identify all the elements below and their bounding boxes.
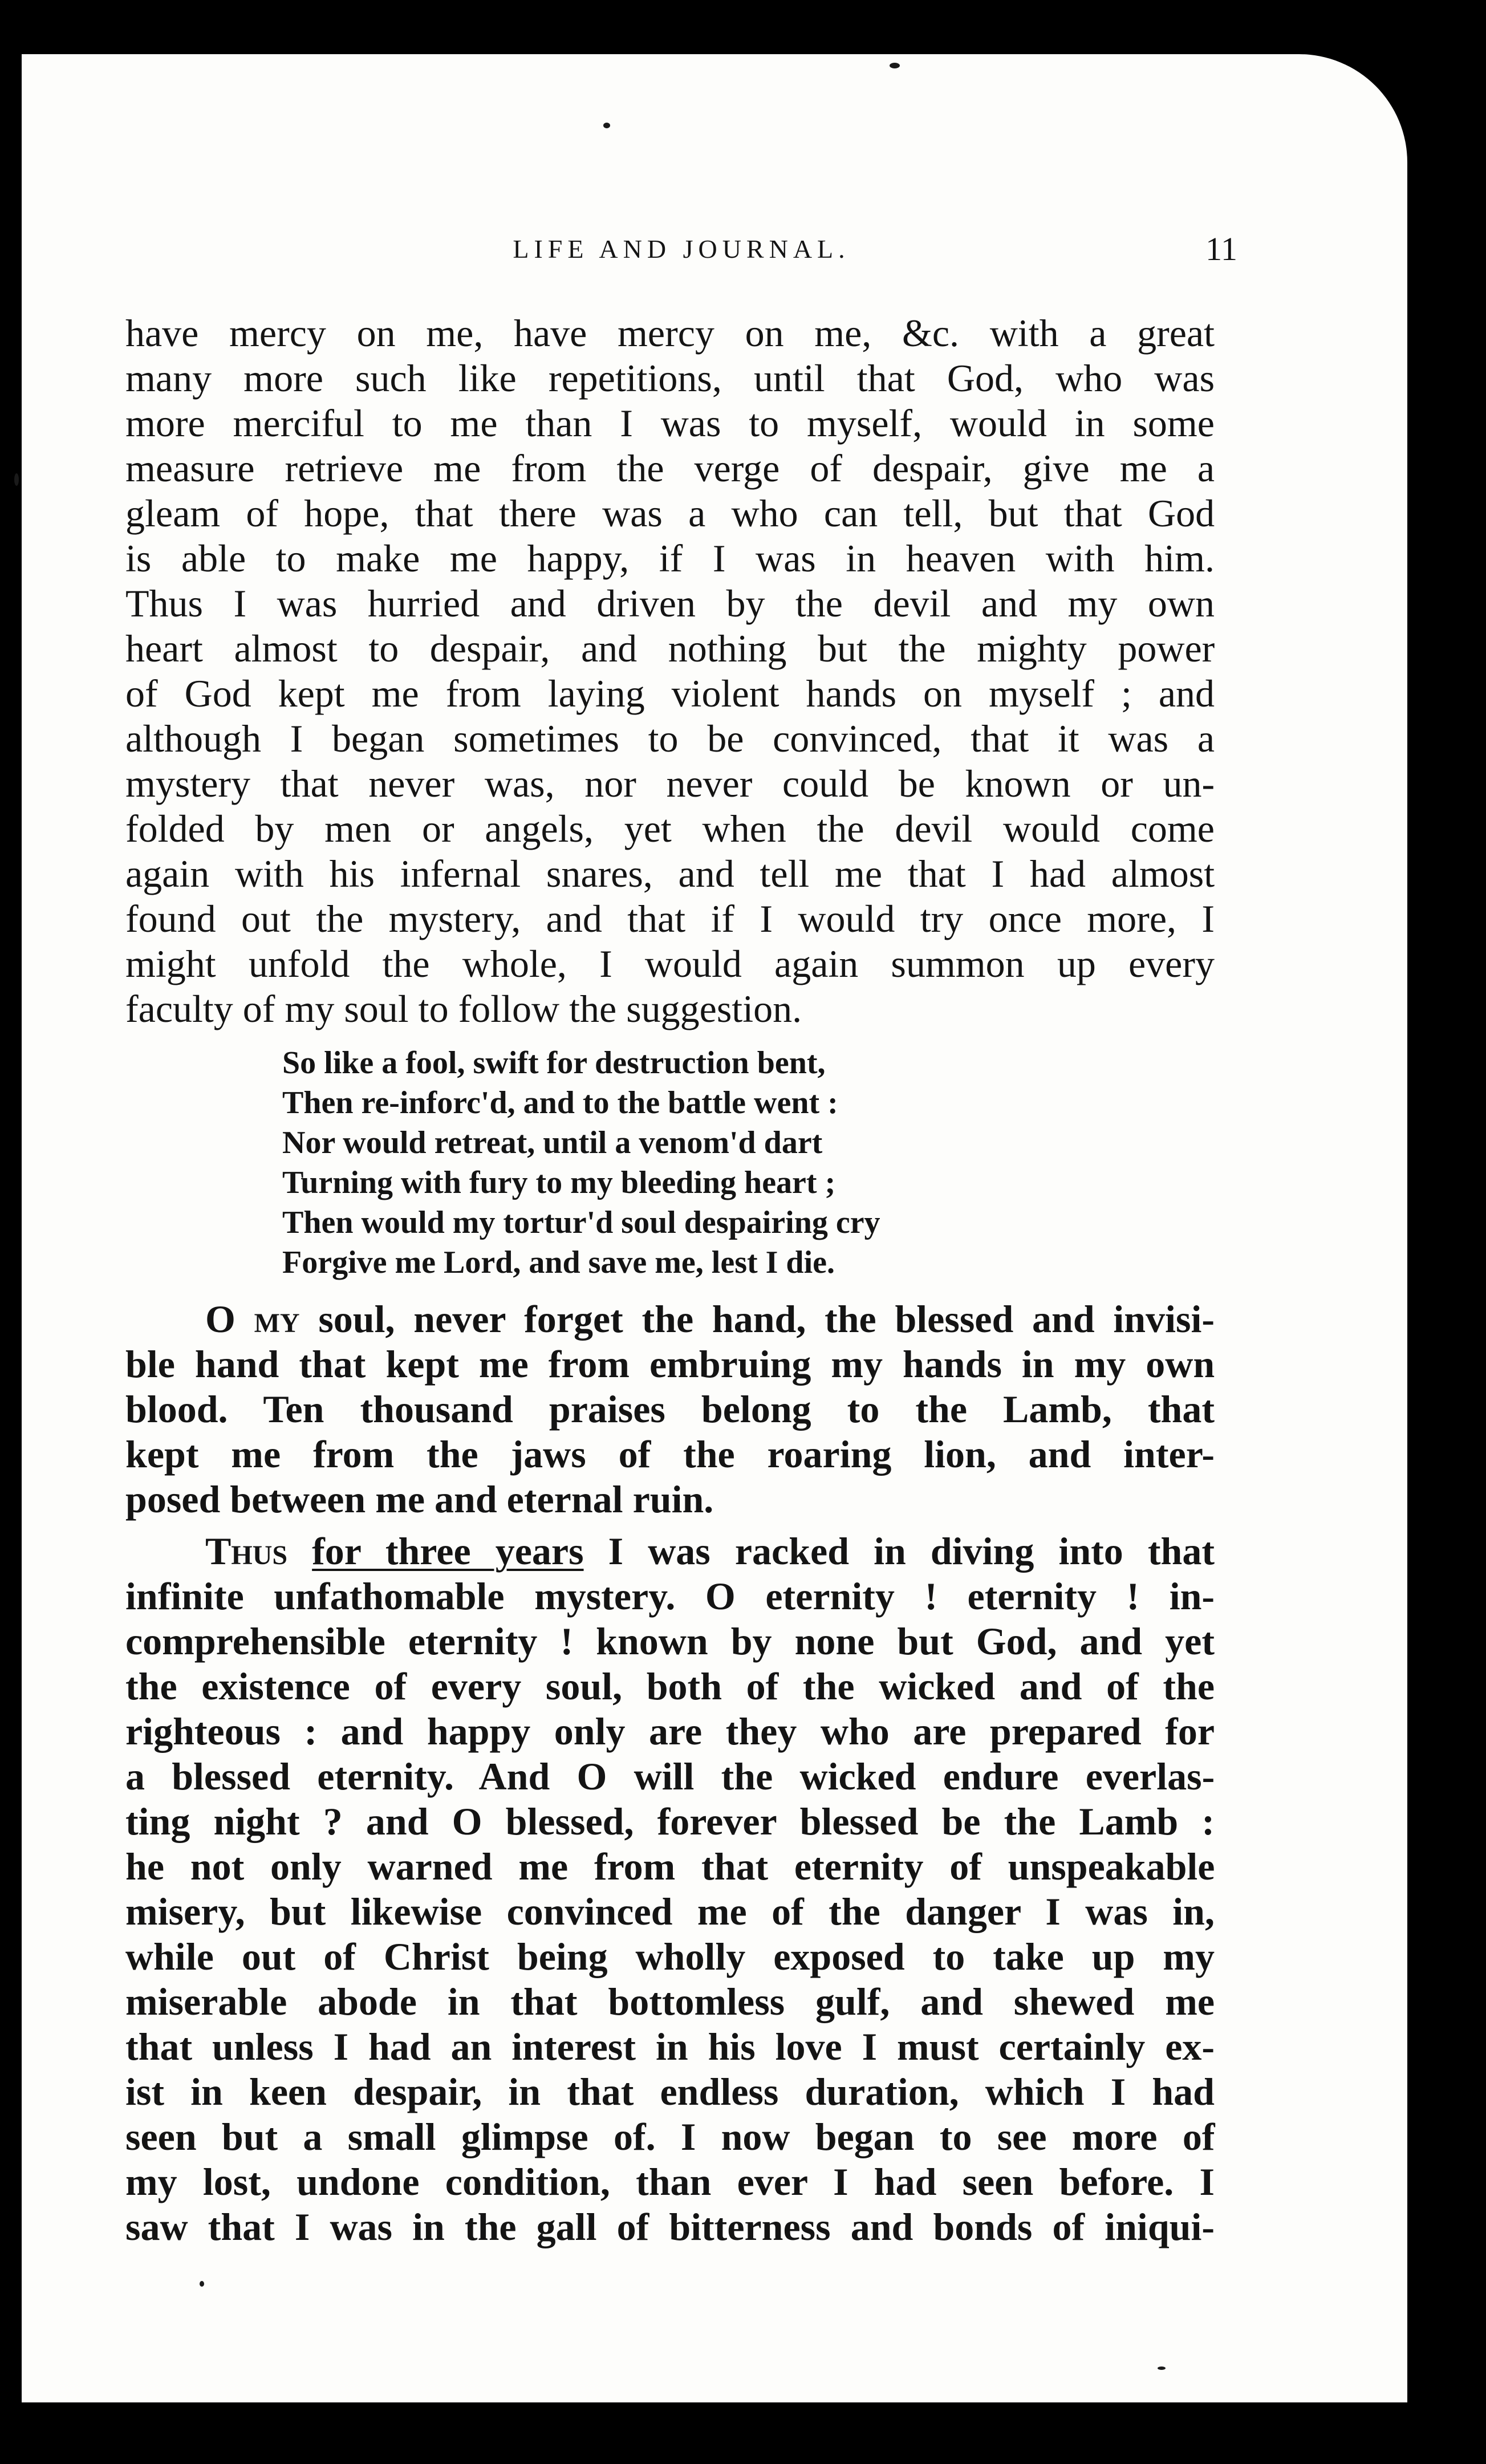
text-line: mystery that never was, nor never could be known or un- <box>125 762 1215 805</box>
text-line: is able to make me happy, if I was in heaven with him. <box>125 537 1215 580</box>
verse-line: Then re-inforc'd, and to the battle went : <box>282 1085 838 1121</box>
text-line: infinite unfathomable mystery. O eternity ! eternity ! in- <box>125 1574 1215 1618</box>
ink-speck <box>14 473 19 486</box>
ink-speck <box>603 123 610 128</box>
text-line: Thus I was hurried and driven by the devil and my own <box>125 582 1215 625</box>
text-line: might unfold the whole, I would again summon up every <box>125 942 1215 985</box>
text-line: kept me from the jaws of the roaring lion, and inter- <box>125 1432 1215 1476</box>
text-line: misery, but likewise convinced me of the danger I was in, <box>125 1890 1215 1933</box>
text-line: while out of Christ being wholly exposed to take up my <box>125 1935 1215 1978</box>
text-line: miserable abode in that bottomless gulf, and shewed me <box>125 1980 1215 2023</box>
text-line: again with his infernal snares, and tell me that I had almost <box>125 852 1215 895</box>
text-line: ble hand that kept me from embruing my hands in my own <box>125 1342 1215 1386</box>
text-line: measure retrieve me from the verge of despair, give me a <box>125 446 1215 490</box>
text-line: saw that I was in the gall of bitterness and bonds of iniqui- <box>125 2205 1215 2248</box>
page-number: 11 <box>1205 230 1237 267</box>
paragraph-1 <box>125 311 1215 1032</box>
text-line: posed between me and eternal ruin. <box>125 1477 714 1521</box>
text-line: comprehensible eternity ! known by none but God, and yet <box>125 1619 1215 1663</box>
text-line: found out the mystery, and that if I would try once more, I <box>125 897 1215 940</box>
text-line: gleam of hope, that there was a who can tell, but that God <box>125 492 1215 535</box>
text-line: faculty of my soul to follow the suggestion. <box>125 987 802 1030</box>
drop-lead-words: O my <box>205 1297 300 1341</box>
text-line <box>125 1529 1215 1574</box>
text-line: that unless I had an interest in his love I must certainly ex- <box>125 2025 1215 2068</box>
underlined-phrase: for three years <box>312 1529 584 1573</box>
paragraph-3 <box>125 1529 1215 2250</box>
ink-speck <box>1158 2366 1166 2370</box>
text-line: righteous : and happy only are they who are prepared for <box>125 1710 1215 1753</box>
text-line: of God kept me from laying violent hands on myself ; and <box>125 672 1215 715</box>
text-line: seen but a small glimpse of. I now began to see more of <box>125 2115 1215 2158</box>
text-line: many more such like repetitions, until that God, who was <box>125 356 1215 400</box>
ink-speck <box>200 2281 204 2287</box>
ink-speck <box>890 63 900 68</box>
text-line: ist in keen despair, in that endless duration, which I had <box>125 2070 1215 2113</box>
verse-line: Forgive me Lord, and save me, lest I die. <box>282 1245 835 1280</box>
text-line: ting night ? and O blessed, forever blessed be the Lamb : <box>125 1800 1215 1843</box>
text-line <box>125 1297 1215 1342</box>
text-line: have mercy on me, have mercy on me, &c. with a great <box>125 311 1215 355</box>
drop-lead-word: Thus <box>205 1529 288 1573</box>
verse-line: Nor would retreat, until a venom'd dart <box>282 1125 823 1160</box>
verse-block <box>282 1043 1215 1282</box>
text-line: blood. Ten thousand praises belong to the Lamb, that <box>125 1387 1215 1431</box>
paragraph-2 <box>125 1297 1215 1522</box>
running-head-title: LIFE AND JOURNAL. <box>513 234 850 263</box>
paragraph-gap <box>125 1522 1215 1529</box>
running-head <box>125 229 1237 269</box>
text-run: soul, never forget the hand, the blessed and invisi- <box>299 1297 1215 1341</box>
book-spine-edge <box>0 0 22 2464</box>
text-line: a blessed eternity. And O will the wicked endure everlas- <box>125 1755 1215 1798</box>
text-line: the existence of every soul, both of the wicked and of the <box>125 1665 1215 1708</box>
text-line: more merciful to me than I was to myself, would in some <box>125 401 1215 445</box>
body-text <box>125 311 1215 2250</box>
verse-line: Turning with fury to my bleeding heart ; <box>282 1165 836 1200</box>
text-line: folded by men or angels, yet when the devil would come <box>125 807 1215 850</box>
verse-line: So like a fool, swift for destruction bent, <box>282 1045 826 1081</box>
text-line: he not only warned me from that eternity of unspeakable <box>125 1845 1215 1888</box>
text-run: I was racked in diving into that <box>583 1529 1215 1573</box>
text-line: my lost, undone condition, than ever I had seen before. I <box>125 2160 1215 2203</box>
text-line: although I began sometimes to be convinced, that it was a <box>125 717 1215 760</box>
verse-line: Then would my tortur'd soul despairing cry <box>282 1205 880 1240</box>
text-line: heart almost to despair, and nothing but the mighty power <box>125 627 1215 670</box>
